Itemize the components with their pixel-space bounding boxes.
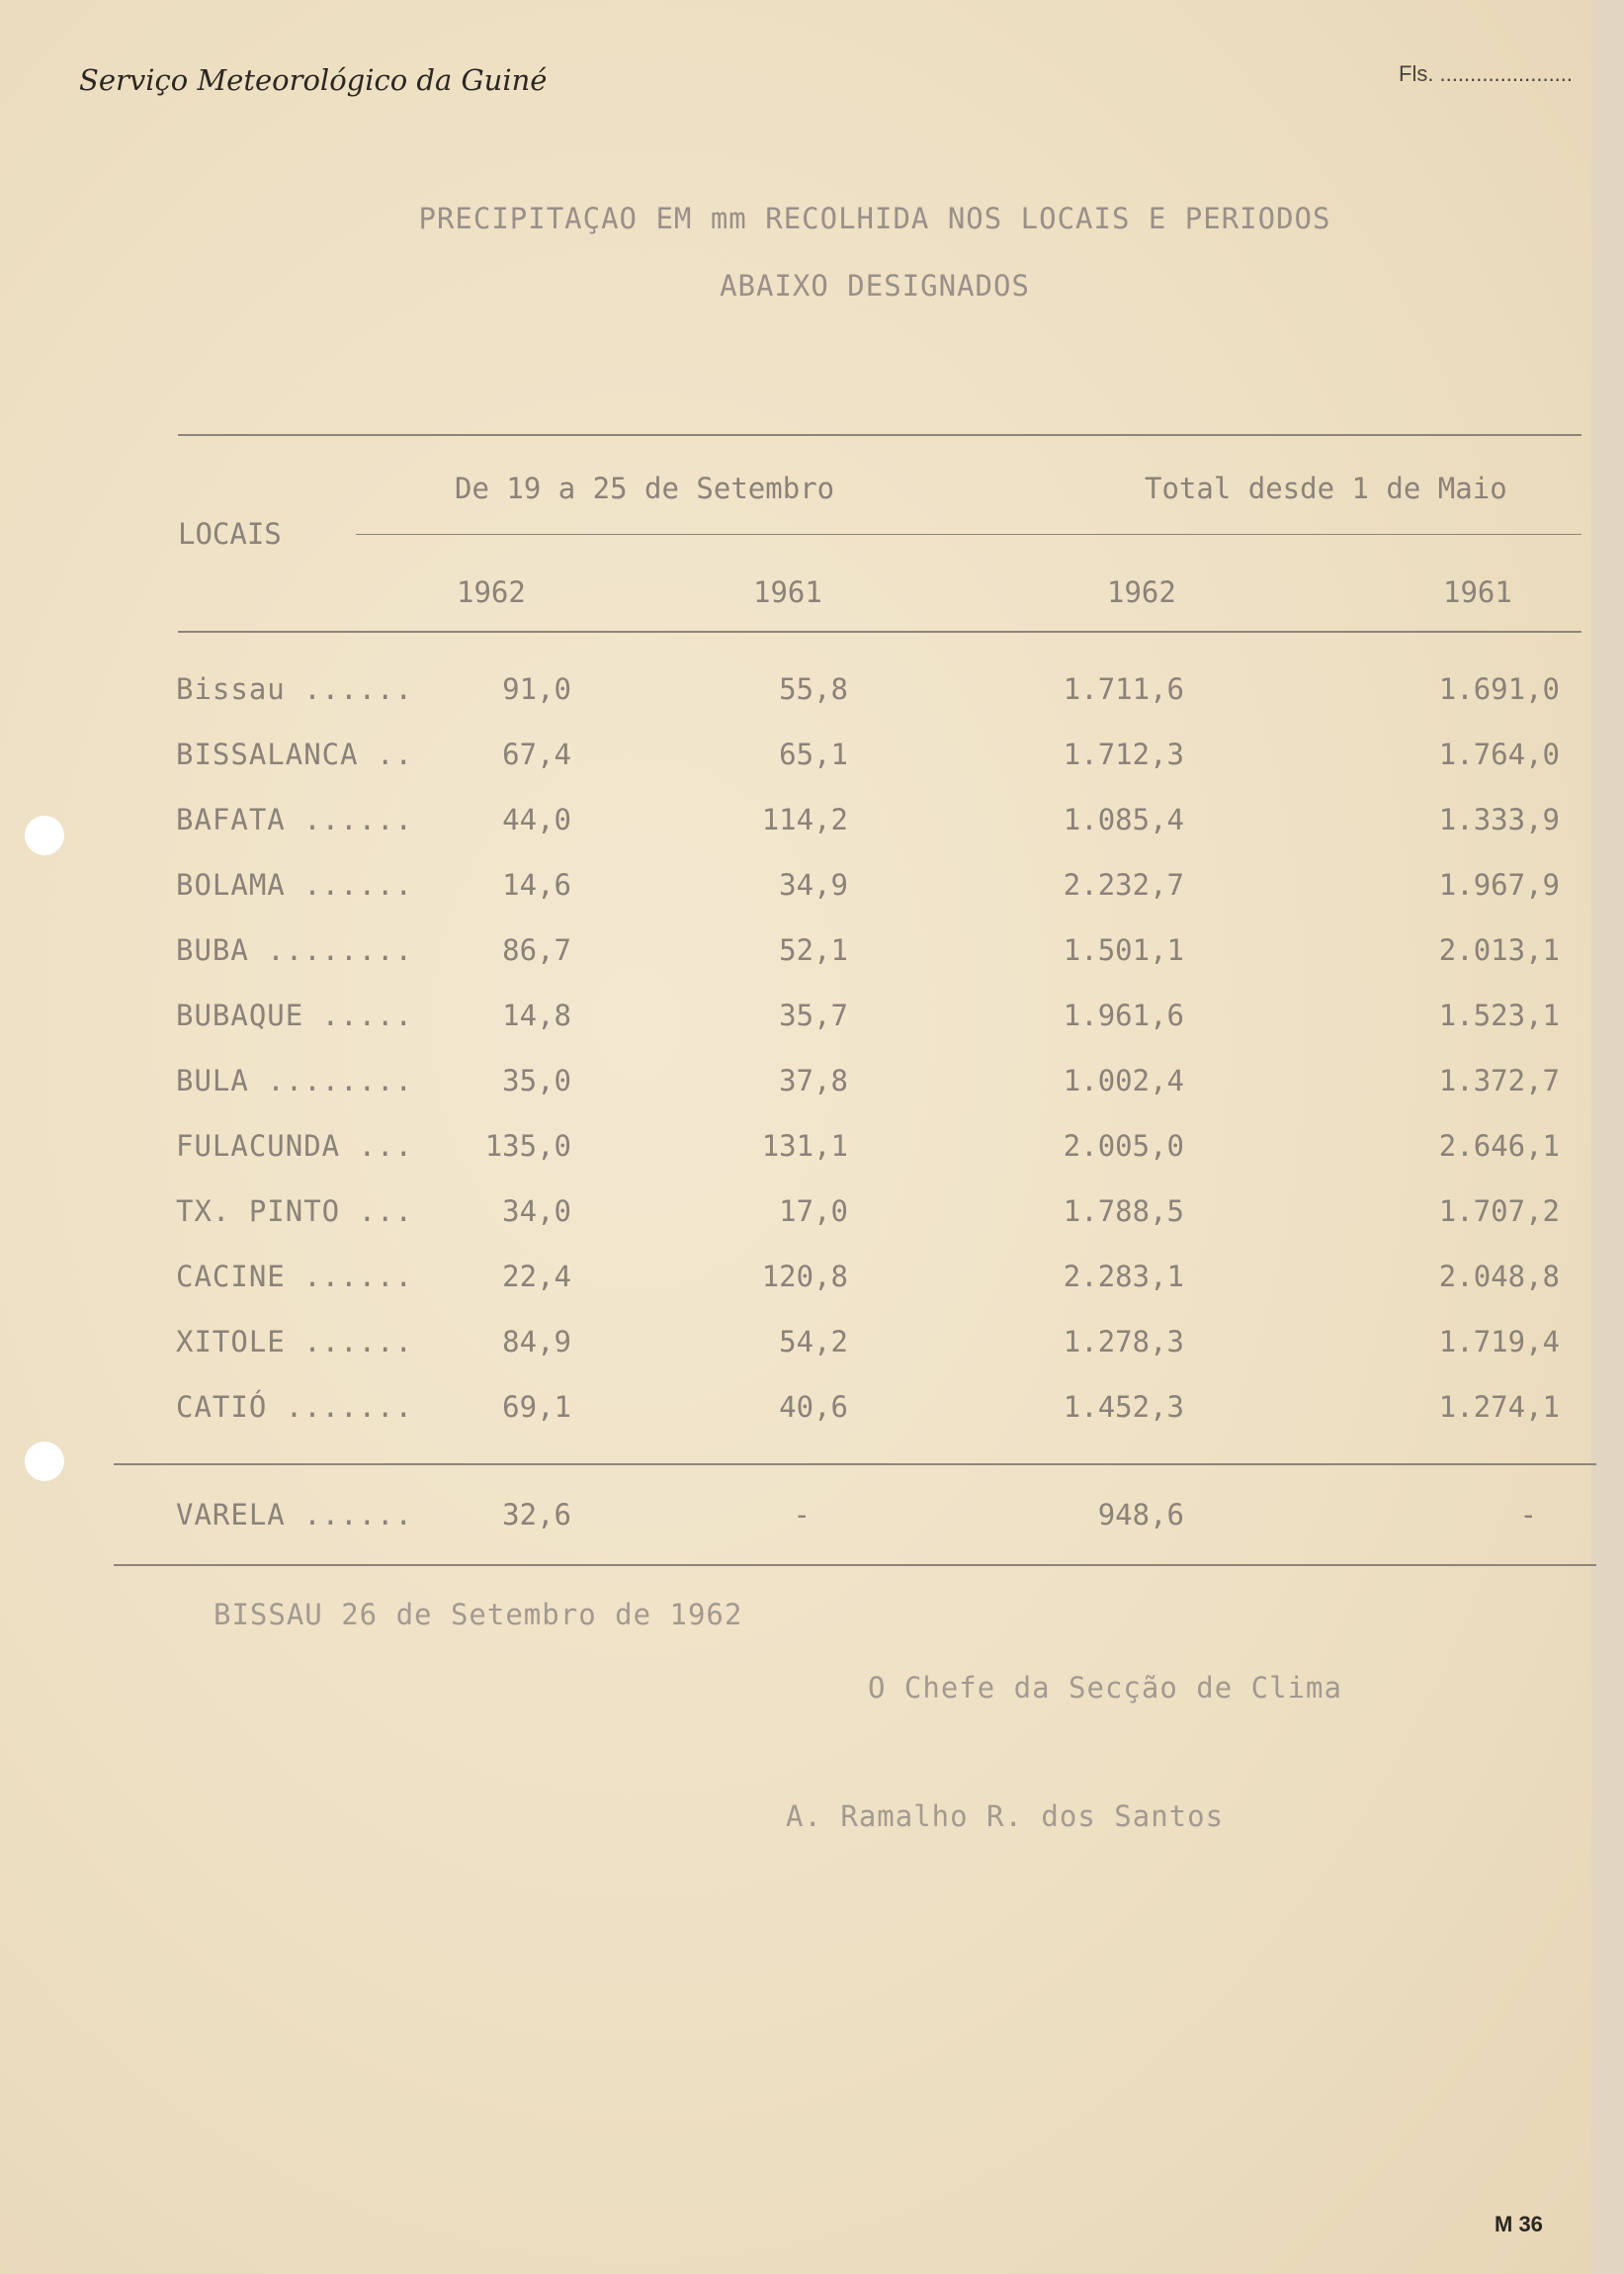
value-cell: 1.523,1 [1438,999,1560,1032]
value-cell: 1.333,9 [1438,803,1560,836]
value-cell: 14,8 [502,999,571,1032]
value-cell: 14,6 [502,868,571,902]
year-header: 1961 [753,575,822,609]
column-group-weekly: De 19 a 25 de Setembro [455,472,835,505]
value-cell: 2.283,1 [1063,1260,1184,1293]
value-cell: 37,8 [779,1064,848,1097]
year-header: 1962 [1107,575,1176,609]
value-cell: 1.788,5 [1063,1194,1184,1228]
location-cell: BULA ........ [176,1064,413,1097]
locais-header: LOCAIS [178,517,282,551]
value-cell: 2.013,1 [1438,933,1560,967]
value-cell: 35,0 [502,1064,571,1097]
value-cell: 17,0 [779,1194,848,1228]
value-cell: 1.501,1 [1063,933,1184,967]
value-cell: 1.707,2 [1438,1194,1560,1228]
header-bottom-rule [178,631,1581,633]
value-cell: 131,1 [761,1129,848,1163]
value-cell: 2.005,0 [1063,1129,1184,1163]
value-cell: 1.712,3 [1063,738,1184,771]
value-cell: 1.967,9 [1438,868,1560,902]
value-cell: 40,6 [779,1390,848,1424]
place-date: BISSAU 26 de Setembro de 1962 [214,1598,743,1631]
value-cell: 2.048,8 [1438,1260,1560,1293]
value-cell: 67,4 [502,738,571,771]
totals-separator-rule [114,1463,1596,1465]
location-cell: CACINE ...... [176,1260,413,1293]
value-cell: 84,9 [502,1325,571,1358]
location-cell: XITOLE ...... [176,1325,413,1358]
location-cell: BUBA ........ [176,933,413,967]
value-cell: - [793,1498,811,1531]
column-group-total: Total desde 1 de Maio [1145,472,1507,505]
value-cell: 2.646,1 [1438,1129,1560,1163]
value-cell: 1.764,0 [1438,738,1560,771]
punch-hole [25,816,64,855]
value-cell: 1.278,3 [1063,1325,1184,1358]
table-top-rule [178,434,1581,436]
value-cell: 54,2 [779,1325,848,1358]
value-cell: 34,0 [502,1194,571,1228]
year-header: 1962 [457,575,526,609]
scan-edge [1591,0,1624,2274]
value-cell: 32,6 [502,1498,571,1531]
value-cell: 35,7 [779,999,848,1032]
value-cell: 86,7 [502,933,571,967]
signatory-name: A. Ramalho R. dos Santos [786,1799,1225,1833]
value-cell: 135,0 [484,1129,571,1163]
value-cell: 91,0 [502,672,571,706]
value-cell: 1.372,7 [1438,1064,1560,1097]
value-cell: 34,9 [779,868,848,902]
location-cell: TX. PINTO ... [176,1194,413,1228]
location-cell: BOLAMA ...... [176,868,413,902]
value-cell: 65,1 [779,738,848,771]
value-cell: 948,6 [1097,1498,1184,1531]
value-cell: 120,8 [761,1260,848,1293]
location-cell: BUBAQUE ..... [176,999,413,1032]
location-cell: VARELA ...... [176,1498,413,1531]
value-cell: 1.452,3 [1063,1390,1184,1424]
punch-hole [25,1442,64,1481]
value-cell: 1.961,6 [1063,999,1184,1032]
location-cell: Bissau ...... [176,672,413,706]
signatory-role: O Chefe da Secção de Clima [868,1671,1342,1705]
folio-field: Fls. ...................... [1399,61,1574,86]
location-cell: FULACUNDA ... [176,1129,413,1163]
value-cell: 1.274,1 [1438,1390,1560,1424]
document-subtitle: ABAIXO DESIGNADOS [720,269,1030,303]
location-cell: CATIÓ ....... [176,1390,413,1424]
value-cell: 114,2 [761,803,848,836]
value-cell: 1.711,6 [1063,672,1184,706]
value-cell: 2.232,7 [1063,868,1184,902]
value-cell: 1.719,4 [1438,1325,1560,1358]
location-cell: BAFATA ...... [176,803,413,836]
value-cell: 52,1 [779,933,848,967]
value-cell: 44,0 [502,803,571,836]
value-cell: 1.085,4 [1063,803,1184,836]
value-cell: - [1519,1498,1537,1531]
page-code: M 36 [1495,2212,1543,2236]
year-header: 1961 [1443,575,1512,609]
organization-header: Serviço Meteorológico da Guiné [79,63,548,97]
value-cell: 22,4 [502,1260,571,1293]
value-cell: 55,8 [779,672,848,706]
table-bottom-rule [114,1564,1596,1566]
value-cell: 1.002,4 [1063,1064,1184,1097]
header-group-rule [356,534,1581,535]
value-cell: 69,1 [502,1390,571,1424]
document-title: PRECIPITAÇAO EM mm RECOLHIDA NOS LOCAIS E PERIODOS [418,202,1331,235]
location-cell: BISSALANCA .. [176,738,413,771]
value-cell: 1.691,0 [1438,672,1560,706]
